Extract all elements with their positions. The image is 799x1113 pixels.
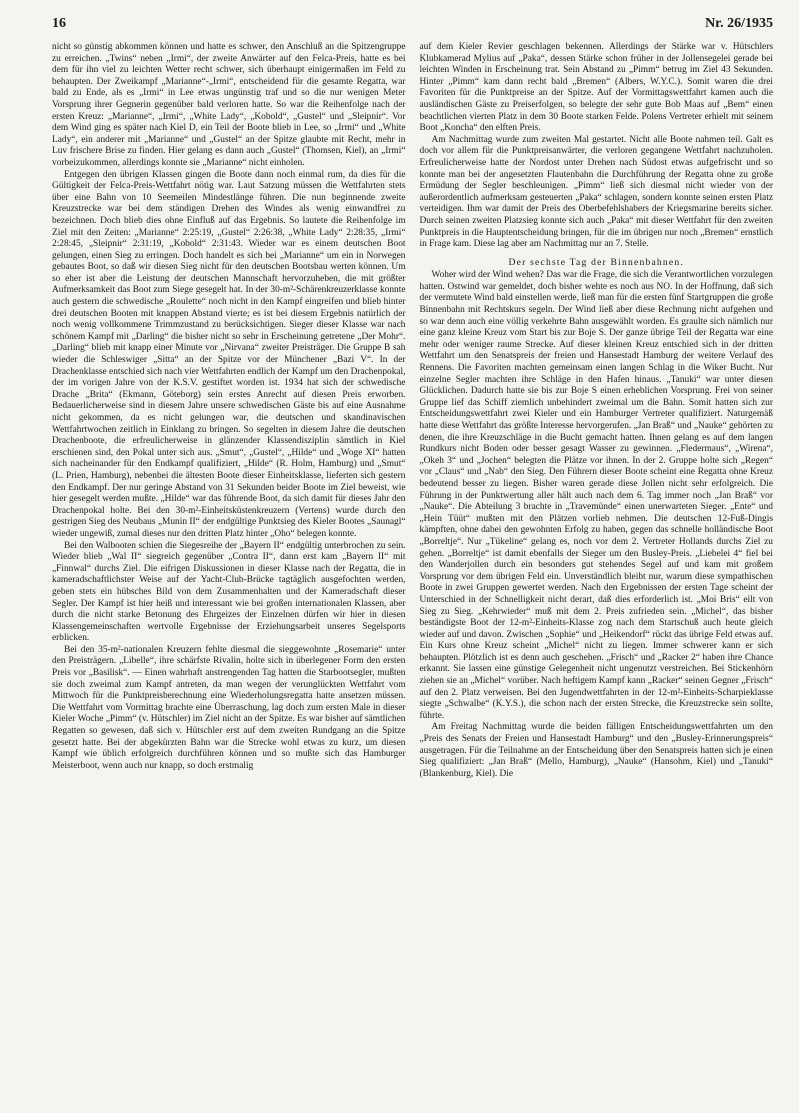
paragraph: Am Freitag Nachmittag wurde die beiden fälligen Entscheidungswettfahrten um den „Preis des Senats der Freien und Hansestadt Hamburg“ und den „Busley-Erinnerungspreis“ ausgetragen. Für die Teilnahme an der Entscheidung über den Senatspreis hatten sich je einen Sieg qualifiziert: „Jan Braß“ (Mello, Hamburg), „Nauke“ (Hansohm, Kiel) und „Tanuki“ (Blankenburg, Kiel). Die [419, 722, 773, 779]
paragraph: Entgegen den übrigen Klassen gingen die Boote dann noch einmal rum, da dies für die Gültigkeit der Felca-Preis-Wettfahrt nötig war. Laut Satzung müssen die Wettfahrten stets über eine Bahn von 10 Seemeilen Mindestlänge führen. Die nun beginnende zweite Kreuzstrecke war bei dem ständigen Drehen des Windes als wenig einwandfrei zu bezeichnen. Doch blieb dies ohne Einfluß auf das Ergebnis. So lautete die Reihenfolge im Ziel mit den Zeiten: „Marianne“ 2:25:19, „Gustel“ 2:26:38, „White Lady“ 2:28:35, „Irmi“ 2:28:45, „Sleipnir“ 2:31:19, „Kobold“ 2:31:43. Wieder war es einem deutschen Boot gelungen, einen Sieg zu erringen. Doch handelt es sich bei „Marianne“ um ein in Norwegen gebautes Boot, so daß wir diesen Sieg nicht für den deutschen Bootsbau werten können. Um so eher ist aber die Leistung der deutschen Mannschaft hervorzuheben, die mit größter Aufmerksamkeit das Boot zum Siege gesegelt hat. In der 30-m²-Schärenkreuzerklasse konnte auch gestern die schwedische „Roulette“ noch nicht in den Kampf eingreifen und blieb hinter drei deutschen Booten mit knappen Abstand vierte; es ist bei diesem Ergebnis natürlich der noch wenig vollkommene Trimmzustand zu berücksichtigen. Sieger dieser Klasse war nach schönem Kampf mit „Darling“ die bisher nicht so sehr in Erscheinung getretene „Der Mohr“. „Darling“ blieb mit knapp einer Minute vor „Nirvana“ zweiter Preisträger. Die Gruppe B sah wieder die Schleswiger „Sitta“ an der Spitze vor der Münchener „Bazi V“. In der Drachenklasse entschied sich nach vier Wettfahrten endlich der Kampf um den Drachenpokal, der im vorigen Jahre von der K.S.V. gestiftet worden ist. 1934 hat sich der schwedische Drache „Brita“ (Ekmann, Göteborg) sein erstes Anrecht auf diesen Preis erworben. Bedauerlicherweise sind in diesem Jahre unsere schwedischen Gäste bis auf eine Ausnahme nicht gekommen, da es nicht gelungen war, die deutschen und skandinavischen Wettfahrtwochen zeitlich in Einklang zu bringen. So segelten in diesem Jahre die deutschen Drachenboote, die erfreulicherweise in glänzender Klassendisziplin sämtlich in Kiel erschienen sind, den Pokal unter sich aus. „Smut“, „Gustel“, „Hilde“ und „Woge XI“ hatten sich nacheinander für den Endkampf qualifiziert, „Hilde“ (R. Holm, Hamburg) und „Smut“ (L. Prien, Hamburg), nebenbei die ältesten Boote dieser Einheitsklasse, lieferten sich gestern den Endkampf. Der nur geringe Abstand von 31 Sekunden beider Boote im Ziel beweist, wie hier gesegelt werden mußte. „Hilde“ war das führende Boot, da sich damit für dieses Jahr den Drachenpokal holte. Bei den 30-m²-Einheitsküstenkreuzern (Vertens) wurde durch den gestrigen Sieg des Neubaus „Munin II“ der endgültige Punktsieg des Kieler Bootes „Saunagl“ wieder ungewiß, zumal dieses nur den dritten Platz hinter „Oho“ belegen konnte. [52, 169, 406, 539]
section-heading: Der sechste Tag der Binnenbahnen. [508, 256, 684, 268]
paragraph: Am Nachmittag wurde zum zweiten Mal gestartet. Nicht alle Boote nahmen teil. Galt es doch vor allem für die Punktpreisanwärter, die verloren gegangene Wettfahrt nachzuholen. Erfreulicherweise hatte der Nordost unter Drehen nach Südost etwas aufgefrischt und so konnte man bei der angesetzten Flautenbahn die Durchführung der Regatta ohne zu große Ermüdung der Segler beschleunigen. „Pimm“ ließ sich diesmal nicht wieder von der außerordentlich aufmerksam gesteuerten „Paka“ schlagen, sondern konnte seinen ersten Platz verteidigen. Ihm war damit der Preis des Oberbefehlshabers der Kriegsmarine bereits sicher. Durch seinen zweiten Platzsieg konnte sich auch „Paka“ mit dieser Wettfahrt für den zweiten Punktpreis in die Hauptentscheidung bringen, für die im übrigen nur noch „Bremen“ ernstlich in Frage kam. Diese lag aber am Nachmittag nur an 7. Stelle. [419, 134, 773, 250]
left-column [52, 42, 406, 780]
page-header [52, 16, 773, 38]
paragraph: Bei den 35-m²-nationalen Kreuzern fehlte diesmal die sieggewohnte „Rosemarie“ unter den Preisträgern. „Libelle“, ihre schärfste Rivalin, holte sich in überlegener Form den ersten Preis vor „Basilisk“. — Einen wahrhaft anstrengenden Tag hatten die Starbootsegler, mußten sie doch zweimal zum Kampf antreten, da man wegen der verunglückten Wettfahrt vom Mittwoch für die Punktpreisberechnung eine Wiederholungsregatta hatte ansetzen müssen. Die Wettfahrt vom Vormittag brachte eine Überraschung, lag doch zum ersten Male in dieser Kieler Woche „Pimm“ (v. Hütschler) im Ziel nicht an der Spitze. Es war bisher auf sämtlichen Regatten so gewesen, daß sich v. Hütschler erst auf dem zweiten Rundgang an die Spitze gesetzt hatte. Bei der abgekürzten Bahn war die Strecke wohl etwas zu kurz, um diesen Kampf wie üblich erfolgreich durchführen können und so mußte sich das Hamburger Meisterboot, wenn auch nur knapp, so doch erstmalig [52, 644, 406, 771]
paragraph: Bei den Walbooten schien die Siegesreihe der „Bayern II“ endgültig unterbrochen zu sein. Wieder blieb „Wal II“ siegreich gegenüber „Contra II“, dann erst kam „Bayern II“ mit „Finnwal“ durchs Ziel. Die eifrigen Diskussionen in dieser Klasse nach der Regatta, die in kameradschaftlichster Weise auf der Yacht-Club-Brücke tagtäglich ausgefochten werden, geben stets ein hübsches Bild von dem Zusammenhalten und der Kameradschaft dieser Segler. Der Kampf ist hier heiß und interessant wie bei großen internationalen Klassen, aber durch die nicht starke Betonung des Ehrgeizes der Einzelnen dürfen wir hier in diesen Klassengemeinschaften wertvolle Ergebnisse der Erziehungsarbeit unseres Segelsports erblicken. [52, 540, 406, 644]
right-column [420, 42, 774, 780]
issue-number: Nr. 26/1935 [705, 16, 773, 31]
page-number: 16 [52, 16, 66, 31]
paragraph: Woher wird der Wind wehen? Das war die Frage, die sich die Verantwortlichen vorzulegen hatten. Ostwind war gemeldet, doch bisher wehte es noch aus NO. In der Hoffnung, daß sich der vermutete Wind bald einstellen werde, ließ man für die ersten fünf Startgruppen die große Binnenbahn mit Rechtskurs segeln. Der Wind ließ aber diese Rechnung nicht aufgehen und so war denn auch eine völlig verkehrte Bahn ausgewählt worden. Es graulte sich nämlich nur eine ganz kleine Kreuz vom Start bis zur Boje S. Der ganze übrige Teil der Regatta war eine mehr oder weniger raume Strecke. Auf dieser kleinen Kreuz entschied sich in der dritten Wettfahrt um den Senatspreis der freien und Hansestadt Hamburg der weitere Verlauf des Rennens. Die Favoriten machten gemeinsam einen langen Schlag in die Wiker Bucht. Nur einzelne Segler machten ihre Schläge in den Hafen hinaus. „Tanuki“ war unter diesen Glücklichen. Dadurch hatte sie bis zur Boje S einen erheblichen Vorsprung. Frei von seiner Gruppe lief das Schiff ziemlich unbehindert zweimal um die Bahn. Somit hatten sich zur Entscheidungswettfahrt zwei Kieler und ein Hamburger Vertreter qualifiziert. Naturgemäß hatte diese Wettfahrt das größte Interesse hervorgerufen. „Jan Braß“ und „Nauke“ gehörten zu denen, die ihre Kreuzschläge in die Bucht gemacht hatten. Ihnen gelang es auf dem langen Rundkurs nicht Boden oder besser gesagt Wasser zu gewinnen. „Fledermaus“, „Wirena“, „Okeh 3“ und „Jochen“ belegten die Plätze vor ihnen. In der 2. Gruppe holte sich „Regen“ vor „Claus“ und „Nab“ den Sieg. Den Führern dieser Boote scheint eine Regatta ohne Kreuz bedeutend besser zu liegen. Bisher waren gerade diese Jollen nicht sehr erfolgreich. Die Führung in der Punktwertung aller hält auch nach dem 6. Tag immer noch „Jan Braß“ vor „Nauke“. Die Abteilung 3 brachte in „Travemünde“ einen unerwarteten Sieger. „Ente“ und „Hein Tüüt“ mußten mit den Plätzen vorlieb nehmen. Die deutschen 12-Fuß-Dingis kämpften, ohne dabei den gewohnten Erfolg zu haben, gegen das schnelle holländische Boot „Borreltje“. Nur „Tükeline“ gelang es, noch vor dem 2. Vertreter Hollands durchs Ziel zu gehen. „Borreltje“ ist damit ebenfalls der Sieger um den Busley-Preis. „Liebelei 4“ fiel bei den Wanderjollen durch ein besonders gut stehendes Segel auf und kam mit großem Vorsprung vor dem übrigen Feld ein. Unverständlich bleibt nur, warum diese sympathischen Boote in zwei Gruppen gewertet werden. Nach den Ergebnissen der ersten Tage scheint der Unterschied in der Schnelligkeit nicht derart, daß dies erforderlich ist. „Moi Bris“ eilt von Sieg zu Sieg. „Kehrwieder“ muß mit dem 2. Preis zufrieden sein. „Michel“, das bisher beständigste Boot der 12-m²-Einheits-Klasse zog nach dem Startschuß auch heute gleich wieder auf und davon. Zwischen „Sophie“ und „Heikendorf“ rückt das übrige Feld etwas auf. Ein Kurs ohne Kreuz scheint „Michel“ nicht zu liegen. Immer schwerer kann er sich behaupten. Plötzlich ist es denn auch geschehen. „Frisch“ und „Racker 2“ haben ihre Chance erkannt. Sie lassen eine günstige Gelegenheit nicht ungenutzt verstreichen. Bei Stickenhörn ziehen sie an „Michel“ vorüber. Nach heftigem Kampf kann „Racker“ seinen Gegner „Frisch“ auf den 2. Platz verweisen. Bei den Jugendwettfahrten in der 12-m²-Einheits-Scharpieklasse siegte „Schwalbe“ (K.Y.S.), die schon nach der ersten Strecke, die Kreuzstrecke sein sollte, führte. [419, 270, 773, 721]
paragraph: nicht so günstig abkommen können und hatte es schwer, den Anschluß an die Spitzengruppe zu erreichen. „Twins“ neben „Irmi“, der zweite Anwärter auf den Felca-Preis, hatte es bei dem für ihn viel zu leichten Wetter recht schwer, sich überhaupt einigermaßen im Feld zu behaupten. Der Zweikampf „Marianne“-„Irmi“, entscheidend für die gesamte Regatta, war bald zu Ende, als es „Irmi“ in Lee etwas ungünstig traf und so die nur wenigen Meter Vorsprung ihrer Gegnerin gegenüber bald verloren hatte. So war die Reihenfolge nach der ersten Kreuz: „Marianne“, „Irmi“, „White Lady“, „Kobold“, „Gustel“ und „Sleipnir“. Vor dem Wind ging es später nach Kiel D, ein Teil der Boote blieb in Lee, so „Irmi“ und „White Lady“, ein anderer mit „Marianne“ und „Gustel“ an der Spitze glaubte mit Recht, mehr in Luv frischere Brise zu finden. Hier gelang es dann auch „Gustel“ (Thomsen, Kiel), an „Irmi“ vorbeizukommen, allerdings konnte sie „Marianne“ nicht einholen. [52, 42, 406, 168]
article-columns [52, 42, 773, 780]
paragraph: auf dem Kieler Revier geschlagen bekennen. Allerdings der Stärke war v. Hütschlers Klubkamerad Mylius auf „Paka“, dessen Stärke schon früher in der Jollensegelei gerade bei leichten Winden in Erscheinung trat. Sein Abstand zu „Pimm“ betrug im Ziel 43 Sekunden. Hinter „Pimm“ kam dann recht bald „Bremen“ (Albers, W.Y.C.). Somit waren die drei Favoriten für die Punktpreise an der Spitze. Auf der Vormittagswettfahrt kamen auch die ausländischen Gäste zu Preiserfolgen, so belegte der sehr gute Bob Maas auf „Bem“ einen beachtlichen vierten Platz in dem 30 Boote starken Felde. Polens Vertreter erhielt mit seinem Boot „Koncha“ den elften Preis. [419, 42, 773, 134]
